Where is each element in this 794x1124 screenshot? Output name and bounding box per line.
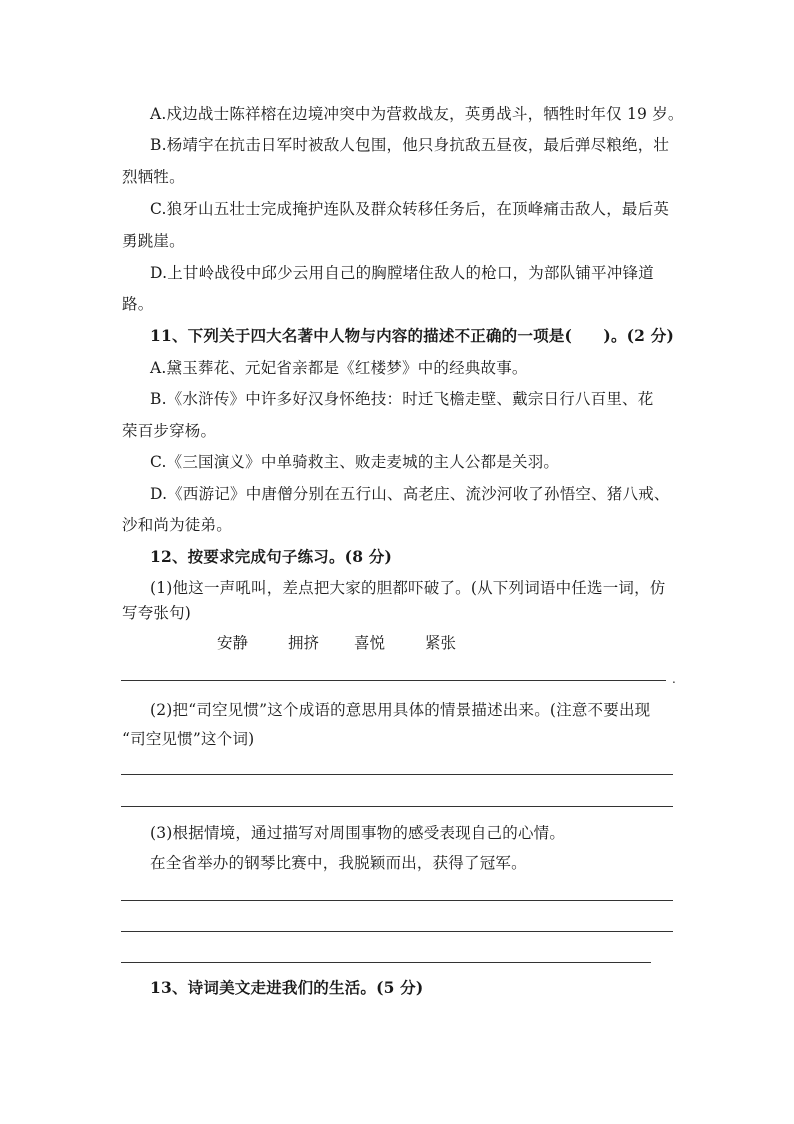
answer-line[interactable] xyxy=(121,680,666,681)
q11-option-b-line2: 荣百步穿杨。 xyxy=(122,422,217,440)
word-option: 喜悦 xyxy=(354,634,386,652)
q11-option-d-line2: 沙和尚为徒弟。 xyxy=(122,516,232,534)
q12-part1-line2: 写夸张句) xyxy=(122,604,192,622)
q10-option-c-line1: C.狼牙山五壮士完成掩护连队及群众转移任务后，在顶峰痛击敌人，最后英 xyxy=(150,200,670,218)
q12-stem: 12、按要求完成句子练习。(8 分) xyxy=(150,547,393,566)
q12-part2-line2: “司空见惯”这个词) xyxy=(122,730,255,748)
q10-option-c-line2: 勇跳崖。 xyxy=(122,232,185,250)
q10-option-b-line2: 烈牺牲。 xyxy=(122,168,185,186)
q12-part3-line1: (3)根据情境，通过描写对周围事物的感受表现自己的心情。 xyxy=(150,824,566,842)
q11-stem: 11、下列关于四大名著中人物与内容的描述不正确的一项是( )。(2 分) xyxy=(150,326,674,345)
answer-line[interactable] xyxy=(121,900,673,901)
q10-option-d-line1: D.上甘岭战役中邱少云用自己的胸膛堵住敌人的枪口，为部队铺平冲锋道 xyxy=(150,264,654,282)
q11-option-d-line1: D.《西游记》中唐僧分别在五行山、高老庄、流沙河收了孙悟空、猪八戒、 xyxy=(150,485,670,503)
q11-option-a: A.黛玉葬花、元妃省亲都是《红楼梦》中的经典故事。 xyxy=(150,359,528,377)
word-option: 紧张 xyxy=(425,634,457,652)
q12-part2-line1: (2)把“司空见惯”这个成语的意思用具体的情景描述出来。(注意不要出现 xyxy=(150,701,651,719)
q10-option-b-line1: B.杨靖宇在抗击日军时被敌人包围，他只身抗敌五昼夜，最后弹尽粮绝，壮 xyxy=(150,136,670,154)
q10-option-a: A.戍边战士陈祥榕在边境冲突中为营救战友，英勇战斗，牺牲时年仅 19 岁。 xyxy=(150,105,684,123)
q12-part3-line2: 在全省举办的钢琴比赛中，我脱颖而出，获得了冠军。 xyxy=(150,854,527,872)
q13-stem: 13、诗词美文走进我们的生活。(5 分) xyxy=(150,978,424,997)
answer-line[interactable] xyxy=(121,774,673,775)
word-option: 安静 xyxy=(217,634,249,652)
trailing-dot: . xyxy=(672,672,676,686)
word-option: 拥挤 xyxy=(288,634,320,652)
q10-option-d-line2: 路。 xyxy=(122,295,154,313)
q11-option-c: C.《三国演义》中单骑救主、败走麦城的主人公都是关羽。 xyxy=(150,453,560,471)
q11-option-b-line1: B.《水浒传》中许多好汉身怀绝技：时迁飞檐走壁、戴宗日行八百里、花 xyxy=(150,390,654,408)
answer-line[interactable] xyxy=(121,931,673,932)
answer-line[interactable] xyxy=(121,806,673,807)
answer-line[interactable] xyxy=(121,962,651,963)
q12-part1-line1: (1)他这一声吼叫，差点把大家的胆都吓破了。(从下列词语中任选一词，仿 xyxy=(150,579,666,597)
